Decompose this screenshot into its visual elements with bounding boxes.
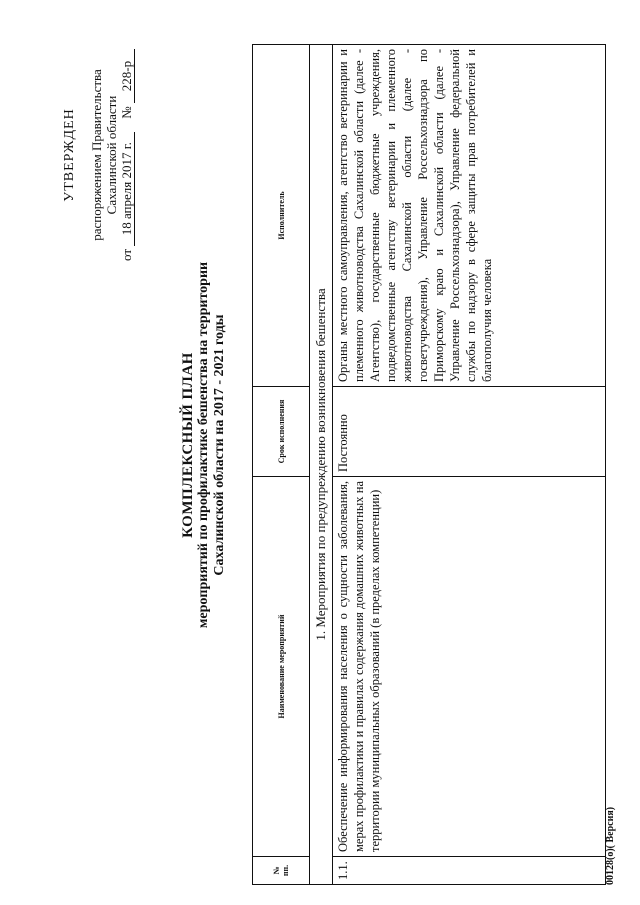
approval-date: 18 апреля 2017 г. xyxy=(119,132,135,246)
approval-number: 228-р xyxy=(119,49,135,103)
from-label: от xyxy=(119,248,134,261)
footer-version: 00128(о)( Версия) xyxy=(605,806,616,885)
approval-line1: распоряжением Правительства xyxy=(89,69,104,241)
row-term: Постоянно xyxy=(333,387,606,477)
table-row xyxy=(333,45,606,885)
table-header-row xyxy=(253,45,310,885)
header-term: Срок исполнения xyxy=(253,387,310,477)
title-line2: мероприятий по профилактике бешенства на территории xyxy=(196,261,211,629)
header-num: № пп. xyxy=(253,857,310,885)
plan-table xyxy=(252,44,606,885)
approval-heading: УТВЕРЖДЕН xyxy=(62,108,77,202)
header-name: Наименование мероприятий xyxy=(253,477,310,857)
row-name: Обеспечение информирования населения о сущности заболевания, мерах профилактики и правилах содержания домашних животных на территории муниципальных образований (в пределах компетенции) xyxy=(333,477,606,857)
row-num: 1.1. xyxy=(333,857,606,885)
section-row xyxy=(310,45,333,885)
title-line1: КОМПЛЕКСНЫЙ ПЛАН xyxy=(180,352,196,538)
row-executor: Органы местного самоуправления, агентство ветеринарии и племенного животноводства Сахалинской области (далее - Агентство), государственные бюджетные учреждения, подведомственные агентству ветеринарии и племенного животноводства Сахалинской области (далее - госветучреждения), Управление Россельхознадзора по Приморскому краю и Сахалинской области (далее - Управление Россельхознадзора), Управление федеральной службы по надзору в сфере защиты прав потребителей и благополучия человека xyxy=(333,45,606,387)
approval-stamp xyxy=(62,45,135,265)
number-label: № xyxy=(119,106,134,119)
approval-line2: Сахалинской области xyxy=(104,95,119,215)
approval-date-line xyxy=(119,45,135,265)
title-line3: Сахалинской области на 2017 - 2021 годы xyxy=(212,314,227,576)
section-title: 1. Мероприятия по предупреждению возникновения бешенства xyxy=(310,45,333,885)
document-title xyxy=(180,185,228,705)
header-executor: Исполнитель xyxy=(253,45,310,387)
